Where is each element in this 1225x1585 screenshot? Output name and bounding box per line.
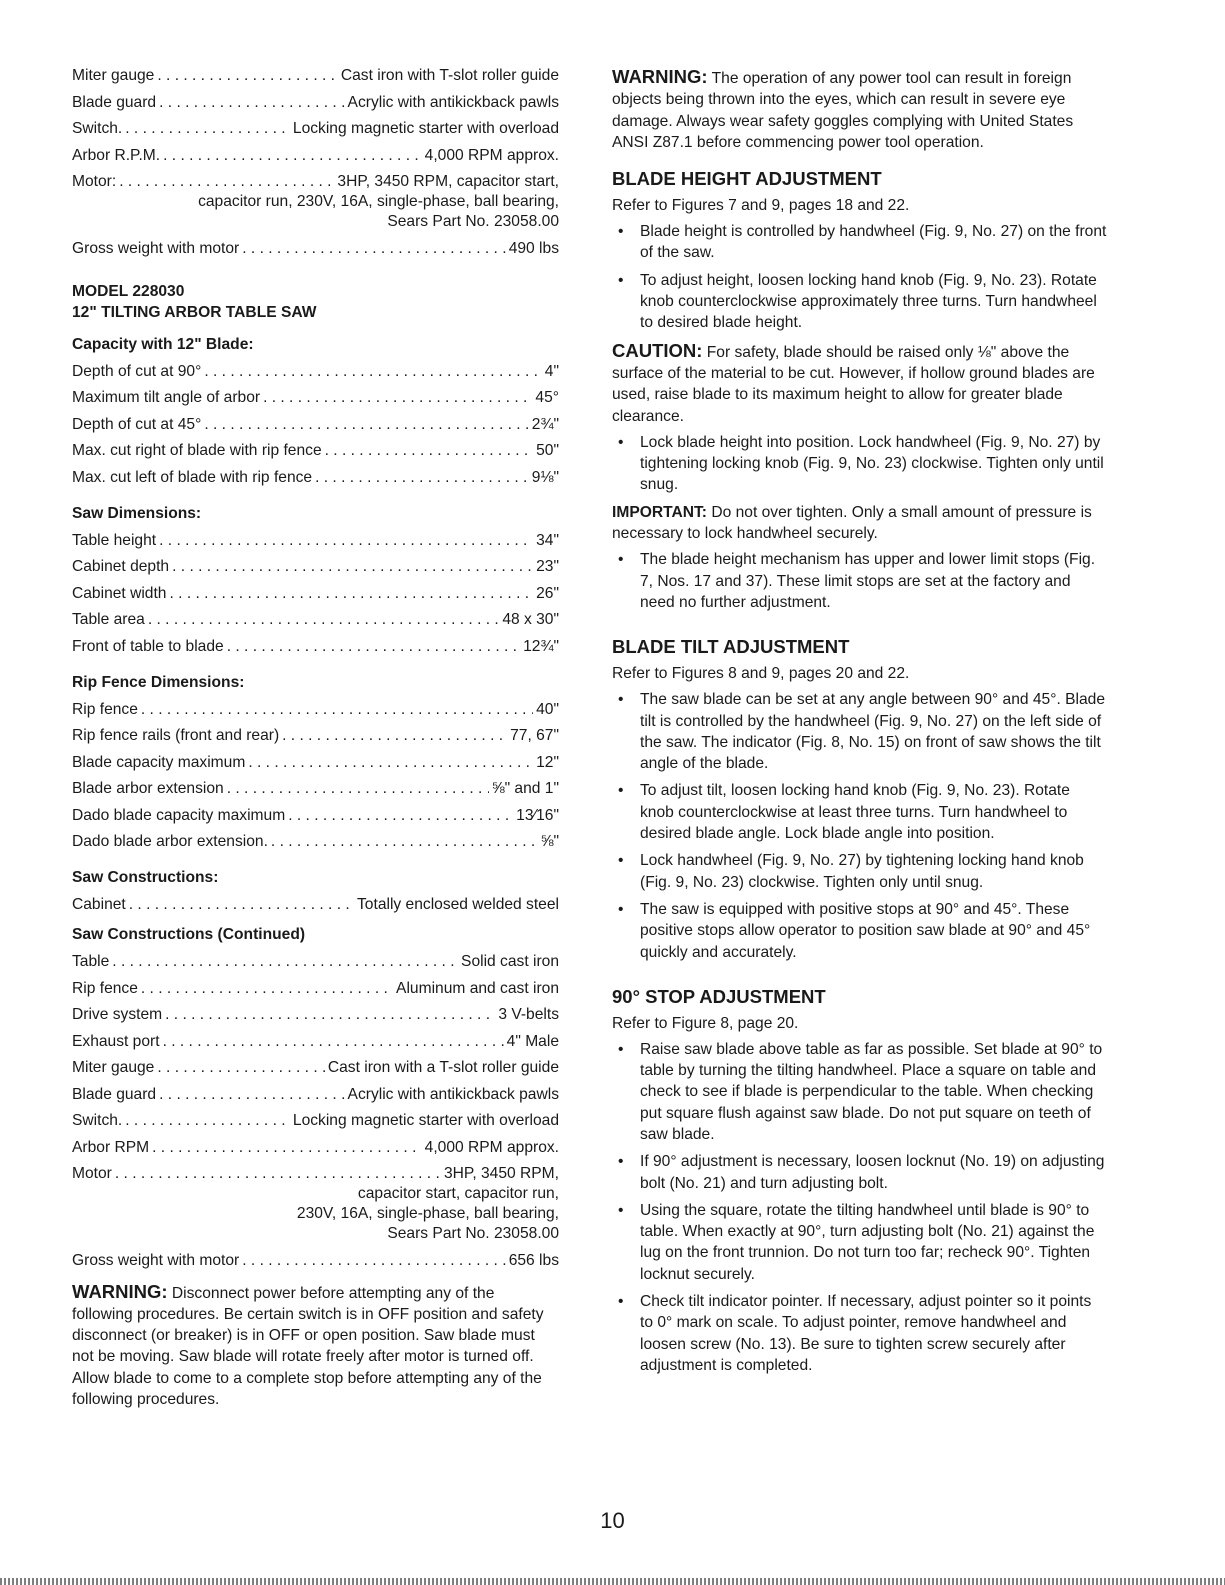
bullet-list-blade-height <box>612 221 1108 333</box>
spec-list-constructions <box>72 895 559 915</box>
spec-label: Switch. <box>72 120 123 137</box>
spec-row <box>72 610 559 630</box>
spec-continuation: Sears Part No. 23058.00 <box>387 1225 559 1242</box>
spec-value: ⅝" <box>540 833 559 850</box>
warning-disconnect <box>72 1281 559 1411</box>
spec-label: Motor <box>72 1165 112 1182</box>
bullet-list-90-stop <box>612 1039 1108 1376</box>
spec-value: Locking magnetic starter with overload <box>292 1112 559 1129</box>
spec-row <box>72 779 559 799</box>
spec-continuation: capacitor start, capacitor run, <box>357 1185 559 1202</box>
spec-label: Dado blade arbor extension. <box>72 833 268 850</box>
spec-row <box>72 637 559 657</box>
spec-row <box>72 832 559 852</box>
spec-value: 12" <box>536 753 559 771</box>
spec-row <box>72 1164 559 1184</box>
spec-label: Blade guard <box>72 1085 157 1103</box>
spec-value: Solid cast iron <box>461 953 559 970</box>
spec-label: Rip fence <box>72 700 138 718</box>
spec-row <box>72 1032 559 1052</box>
heading-90-stop: 90° STOP ADJUSTMENT <box>612 985 826 1007</box>
spec-label: Depth of cut at 90° <box>72 362 202 380</box>
spec-row <box>72 1085 559 1105</box>
spec-label: Cabinet width <box>72 584 167 602</box>
spec-row <box>72 441 559 461</box>
section-dimensions-title: Saw Dimensions: <box>72 504 202 522</box>
spec-label: Table <box>72 953 110 970</box>
spec-label: Dado blade capacity maximum <box>72 806 286 824</box>
spec-value: ⅝" and 1" <box>491 780 559 797</box>
spec-row <box>72 979 559 999</box>
spec-row <box>72 726 559 746</box>
warning-text: Disconnect power before attempting any of the following procedures. Be certain switch is in OFF position and safety disconnect (or breaker) is in OFF or open position. Saw blade must not be moving. Saw blade will rotate freely after motor is turned off. Allow blade to come to a complete stop before attempting any of the following procedures. <box>72 1284 544 1408</box>
important-label: IMPORTANT: <box>612 503 707 521</box>
spec-label: Motor: <box>72 173 117 190</box>
spec-value: 3 V-belts <box>498 1006 559 1023</box>
spec-value: Cast iron with T-slot roller guide <box>340 67 559 84</box>
important-text: Do not over tighten. Only a small amount of pressure is necessary to lock handwheel securely. <box>612 503 1092 543</box>
section-ripfence-title: Rip Fence Dimensions: <box>72 673 245 691</box>
bullet-list-blade-lock <box>612 432 1108 496</box>
spec-row <box>72 1111 559 1131</box>
spec-value: 4" Male <box>506 1032 559 1050</box>
spec-row <box>72 239 559 259</box>
right-column <box>612 66 1108 1382</box>
spec-label: Miter gauge <box>72 67 155 84</box>
page-number: 10 <box>600 1508 625 1533</box>
spec-value: 23" <box>536 558 559 575</box>
spec-value: 4,000 RPM approx. <box>424 146 559 164</box>
model-title: 12" TILTING ARBOR TABLE SAW <box>72 303 317 321</box>
spec-row <box>72 415 559 435</box>
spec-label: Arbor R.P.M. <box>72 146 161 164</box>
bullet-item: • Raise saw blade above table as far as possible. Set blade at 90° to table by turning the tilting handwheel. Place a square on table and check to see if blade is perpendicular to the table. When checking put square flush against saw blade. Do not put square on teeth of saw blade. <box>612 1039 1108 1145</box>
spec-value: Cast iron with a T-slot roller guide <box>327 1059 559 1076</box>
spec-row <box>72 895 559 915</box>
spec-value: 3HP, 3450 RPM, <box>444 1165 559 1182</box>
left-column <box>72 66 559 1410</box>
spec-value: 9⅛" <box>531 468 559 486</box>
bullet-item: • Check tilt indicator pointer. If necessary, adjust pointer so it points to 0° mark on scale. To adjust pointer, remove handwheel and loosen screw (No. 13). Be sure to tighten screw securely after adjustment is completed. <box>612 1291 1108 1376</box>
important-paragraph <box>612 502 1108 545</box>
spec-label: Gross weight with motor <box>72 1251 240 1269</box>
caution-paragraph <box>612 340 1108 427</box>
warning-label: WARNING: <box>72 1280 168 1302</box>
spec-label: Blade capacity maximum <box>72 753 246 771</box>
spec-value: Aluminum and cast iron <box>396 979 559 997</box>
bullet-item: • Lock blade height into position. Lock handwheel (Fig. 9, No. 27) by tightening locking knob (Fig. 9, No. 23) clockwise. Tighten only until snug. <box>612 432 1108 496</box>
spec-label: Rip fence <box>72 979 138 997</box>
spec-label: Blade guard <box>72 93 157 111</box>
spec-list-capacity <box>72 362 559 488</box>
spec-value: 48 x 30" <box>502 611 559 628</box>
spec-value: 4" <box>544 362 559 380</box>
spec-row <box>72 1005 559 1025</box>
bottom-scan-border <box>0 1578 1225 1585</box>
warning-eye <box>612 66 1108 153</box>
spec-row <box>72 93 559 113</box>
spec-value: 50" <box>536 442 559 459</box>
spec-row <box>72 66 559 86</box>
spec-row <box>72 1251 559 1271</box>
spec-row <box>72 1138 559 1158</box>
spec-value: 4,000 RPM approx. <box>424 1138 559 1156</box>
bullet-item: • Lock handwheel (Fig. 9, No. 27) by tightening locking hand knob (Fig. 9, No. 23) clockwise. Tighten only until snug. <box>612 850 1108 893</box>
spec-continuation: 230V, 16A, single-phase, ball bearing, <box>296 1205 559 1222</box>
spec-label: Arbor RPM <box>72 1138 150 1156</box>
spec-label: Max. cut left of blade with rip fence <box>72 468 313 486</box>
spec-value: Acrylic with antikickback pawls <box>347 1085 559 1103</box>
spec-value: 40" <box>536 700 559 718</box>
section-constructions-title: Saw Constructions: <box>72 869 219 886</box>
section-constructions-cont-title: Saw Constructions (Continued) <box>72 926 306 943</box>
spec-row <box>72 362 559 382</box>
spec-row <box>72 952 559 972</box>
spec-value: 45° <box>535 389 559 406</box>
spec-label: Table height <box>72 531 157 549</box>
caution-text: For safety, blade should be raised only ⅛" above the surface of the material to be cut. However, if hollow ground blades are used, raise blade to its maximum height to allow for greater blade clearance. <box>612 343 1095 425</box>
spec-value: 490 lbs <box>508 239 559 257</box>
spec-label: Table area <box>72 611 145 628</box>
spec-label: Gross weight with motor <box>72 239 240 257</box>
spec-continuation: capacitor run, 230V, 16A, single-phase, ball bearing, <box>198 193 559 210</box>
spec-list-dimensions <box>72 531 559 657</box>
spec-label: Cabinet depth <box>72 558 170 575</box>
spec-label: Front of table to blade <box>72 637 224 655</box>
spec-label: Rip fence rails (front and rear) <box>72 727 280 744</box>
bullet-item: • The saw blade can be set at any angle between 90° and 45°. Blade tilt is controlled by the handwheel (Fig. 9, No. 27) on the left side of the saw. The indicator (Fig. 8, No. 15) on front of saw shows the tilt angle of the blade. <box>612 689 1108 774</box>
spec-row <box>72 584 559 604</box>
spec-row <box>72 531 559 551</box>
warning-label: WARNING: <box>612 66 708 87</box>
bullet-item: • Blade height is controlled by handwheel (Fig. 9, No. 27) on the front of the saw. <box>612 221 1108 264</box>
spec-value: Totally enclosed welded steel <box>357 896 559 913</box>
spec-value: 13⁄16" <box>516 806 559 824</box>
spec-row <box>72 557 559 577</box>
spec-list-top <box>72 66 559 166</box>
spec-row <box>72 468 559 488</box>
spec-value: 12¾" <box>523 637 559 655</box>
spec-row <box>72 388 559 408</box>
spec-label: Exhaust port <box>72 1032 160 1050</box>
spec-list-ripfence <box>72 700 559 853</box>
spec-value: 77, 67" <box>510 727 559 744</box>
spec-value: 34" <box>536 531 559 549</box>
bullet-item: • Using the square, rotate the tilting handwheel until blade is 90° to table. When exactly at 90°, turn adjusting bolt (No. 21) against the lug on the front trunnion. Do not turn too far; recheck 90°. Tighten locknut securely. <box>612 1200 1108 1285</box>
heading-blade-tilt: BLADE TILT ADJUSTMENT <box>612 636 850 658</box>
spec-label: Miter gauge <box>72 1059 155 1076</box>
bullet-item: • The saw is equipped with positive stops at 90° and 45°. These positive stops allow operator to position saw blade at 90° and 45° quickly and accurately. <box>612 899 1108 963</box>
spec-label: Blade arbor extension <box>72 780 224 797</box>
reference-90-stop: Refer to Figure 8, page 20. <box>612 1014 799 1032</box>
spec-value: 3HP, 3450 RPM, capacitor start, <box>337 173 559 190</box>
spec-continuation: Sears Part No. 23058.00 <box>387 213 559 230</box>
spec-row <box>72 806 559 826</box>
spec-value: 26" <box>536 584 559 602</box>
bullet-item: • To adjust tilt, loosen locking hand knob (Fig. 9, No. 23). Rotate knob counterclockwise at least three turns. Turn handwheel to desired blade angle. Lock blade angle into position. <box>612 780 1108 844</box>
spec-value: Locking magnetic starter with overload <box>292 120 559 137</box>
spec-row <box>72 172 559 192</box>
spec-label: Drive system <box>72 1006 163 1023</box>
bullet-item: • If 90° adjustment is necessary, loosen locknut (No. 19) on adjusting bolt (No. 21) and turn adjusting bolt. <box>612 1151 1108 1194</box>
spec-row <box>72 753 559 773</box>
motor-spec <box>72 1164 559 1244</box>
spec-value: Acrylic with antikickback pawls <box>347 93 559 111</box>
model-number: MODEL 228030 <box>72 282 185 300</box>
spec-row <box>72 119 559 139</box>
spec-row <box>72 700 559 720</box>
spec-list-constructions-cont <box>72 952 559 1158</box>
bullet-list-blade-tilt <box>612 689 1108 963</box>
spec-row <box>72 146 559 166</box>
reference-blade-tilt: Refer to Figures 8 and 9, pages 20 and 22. <box>612 665 910 683</box>
spec-label: Switch. <box>72 1112 123 1129</box>
spec-label: Maximum tilt angle of arbor <box>72 389 261 406</box>
bullet-item: • The blade height mechanism has upper and lower limit stops (Fig. 7, Nos. 17 and 37). These limit stops are set at the factory and need no further adjustment. <box>612 549 1108 613</box>
heading-blade-height: BLADE HEIGHT ADJUSTMENT <box>612 168 882 190</box>
motor-spec <box>72 172 559 232</box>
caution-label: CAUTION: <box>612 339 703 361</box>
spec-row <box>72 1058 559 1078</box>
spec-label: Depth of cut at 45° <box>72 415 202 433</box>
section-capacity-title: Capacity with 12" Blade: <box>72 335 254 353</box>
bullet-item: • To adjust height, loosen locking hand knob (Fig. 9, No. 23). Rotate knob counterclockwise approximately three turns. Turn handwheel to desired blade height. <box>612 270 1108 334</box>
reference-blade-height: Refer to Figures 7 and 9, pages 18 and 22. <box>612 197 910 215</box>
spec-value: 656 lbs <box>508 1251 559 1269</box>
warning-text: The operation of any power tool can result in foreign objects being thrown into the eyes, which can result in severe eye damage. Always wear safety goggles complying with United States ANSI Z87.1 before commencing power tool operation. <box>612 70 1074 151</box>
spec-label: Cabinet <box>72 896 126 913</box>
spec-label: Max. cut right of blade with rip fence <box>72 442 322 459</box>
bullet-list-limit-stops <box>612 549 1108 613</box>
spec-value: 2¾" <box>531 415 559 433</box>
